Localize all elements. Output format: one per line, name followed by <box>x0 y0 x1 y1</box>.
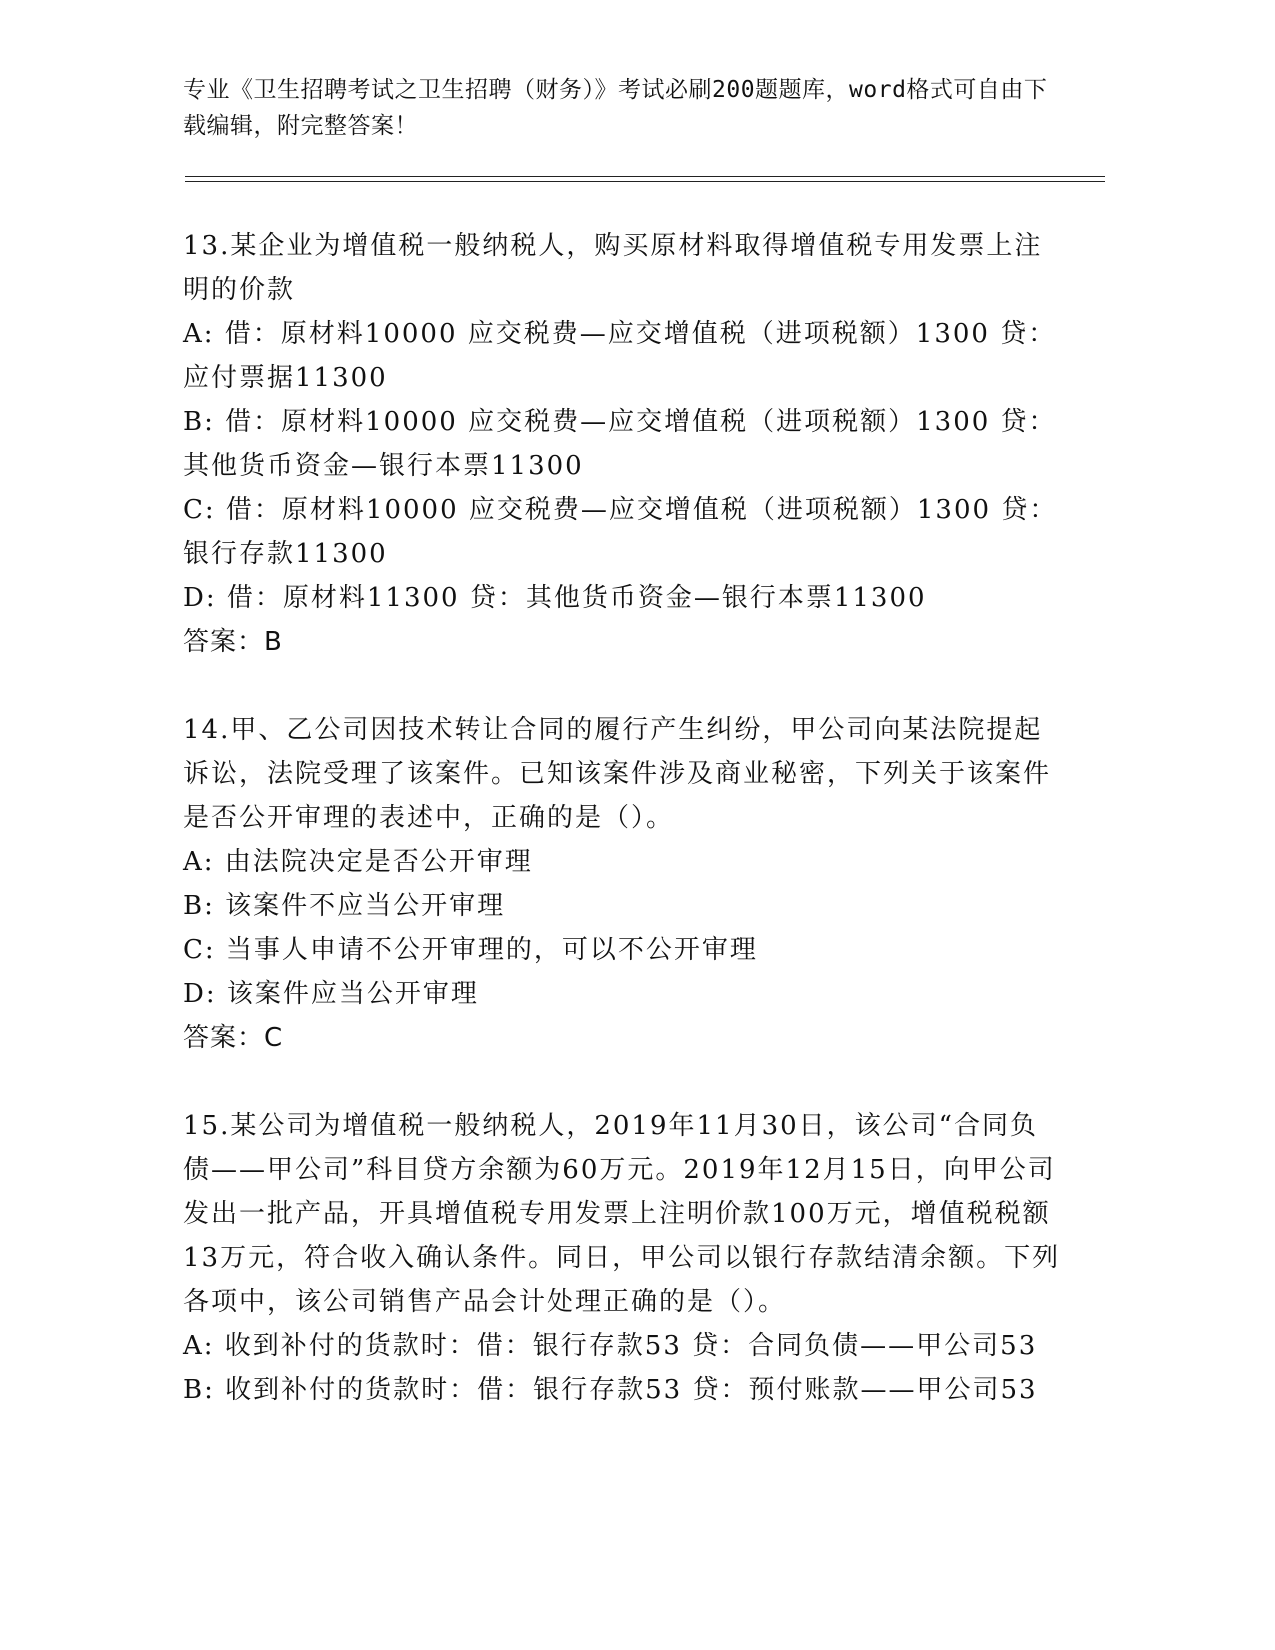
option-a: A: 由法院决定是否公开审理 <box>183 847 533 877</box>
header-rule-top <box>185 176 1105 177</box>
option-b: B: 该案件不应当公开审理 <box>183 891 506 921</box>
header-rule-bottom <box>185 181 1105 182</box>
option-a: A: 借：原材料10000 应交税费—应交增值税（进项税额）1300 贷：应付票据11300 <box>183 319 1057 393</box>
question-list <box>183 224 1063 1456</box>
question-14 <box>183 708 1063 1060</box>
option-c: C: 借：原材料10000 应交税费—应交增值税（进项税额）1300 贷：银行存款11300 <box>183 495 1058 569</box>
question-15 <box>183 1104 1063 1412</box>
option-d: D: 借：原材料11300 贷：其他货币资金—银行本票11300 <box>183 583 927 613</box>
document-header: 专业《卫生招聘考试之卫生招聘（财务）》考试必刷200题题库，word格式可自由下载编辑，附完整答案！ <box>183 77 1048 139</box>
question-stem: 15.某公司为增值税一般纳税人，2019年11月30日，该公司“合同负债——甲公司”科目贷方余额为60万元。2019年12月15日，向甲公司发出一批产品，开具增值税专用发票上注明价款100万元，增值税税额13万元，符合收入确认条件。同日，甲公司以银行存款结清余额。下列各项中，该公司销售产品会计处理正确的是（）。 <box>183 1111 1061 1317</box>
option-a: A: 收到补付的货款时：借：银行存款53 贷：合同负债——甲公司53 <box>183 1331 1038 1361</box>
option-c: C: 当事人申请不公开审理的，可以不公开审理 <box>183 935 758 965</box>
option-b: B: 收到补付的货款时：借：银行存款53 贷：预付账款——甲公司53 <box>183 1375 1038 1405</box>
option-b: B: 借：原材料10000 应交税费—应交增值税（进项税额）1300 贷：其他货币资金—银行本票11300 <box>183 407 1057 481</box>
question-stem: 13.某企业为增值税一般纳税人，购买原材料取得增值税专用发票上注明的价款 <box>183 231 1043 305</box>
answer-label: 答案：C <box>183 1023 284 1053</box>
option-d: D: 该案件应当公开审理 <box>183 979 479 1009</box>
answer-label: 答案：B <box>183 627 283 657</box>
question-13 <box>183 224 1063 664</box>
question-stem: 14.甲、乙公司因技术转让合同的履行产生纠纷，甲公司向某法院提起诉讼，法院受理了该案件。已知该案件涉及商业秘密，下列关于该案件是否公开审理的表述中，正确的是（）。 <box>183 715 1052 833</box>
